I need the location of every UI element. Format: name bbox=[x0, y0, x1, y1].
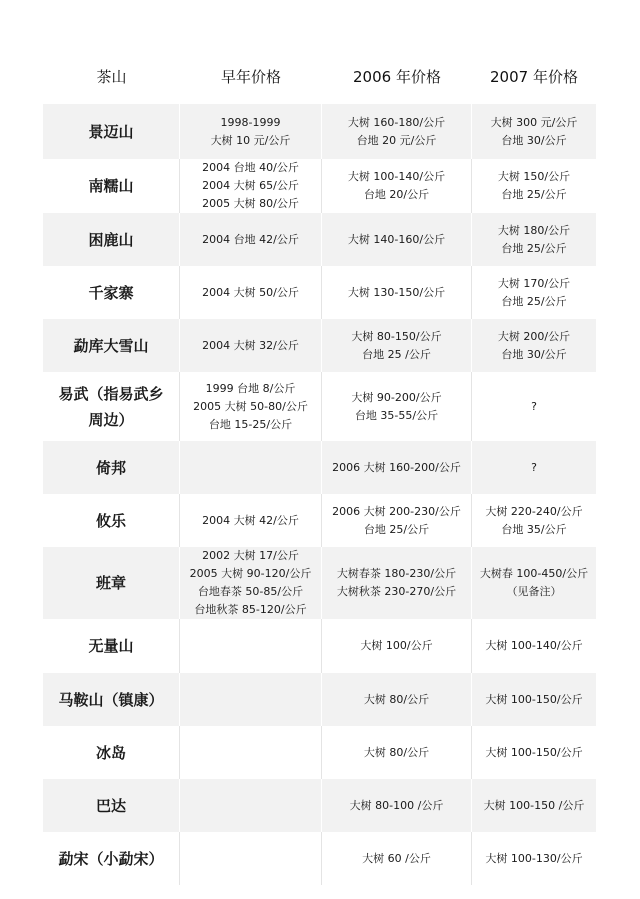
cell-line: 1998-1999 bbox=[220, 115, 281, 129]
cell-line: 台地 25/公斤 bbox=[501, 188, 567, 201]
table-row bbox=[43, 104, 596, 159]
cell-line: 1999 台地 8/公斤 bbox=[205, 381, 296, 395]
cell-line: 巴达 bbox=[95, 796, 126, 815]
price-2006-cell bbox=[322, 319, 472, 372]
cell-line: 台地 35-55/公斤 bbox=[354, 408, 439, 422]
cell-line: 千家寨 bbox=[88, 283, 134, 302]
price-2006-cell bbox=[322, 213, 472, 266]
cell-line: 台地 25/公斤 bbox=[363, 522, 430, 536]
price-2007-cell bbox=[472, 494, 596, 547]
cell-line: 2006 大树 200-230/公斤 bbox=[332, 504, 461, 518]
mountain-cell bbox=[43, 441, 180, 494]
cell-line: 大树 100-150 /公斤 bbox=[483, 798, 585, 812]
price-2006-cell bbox=[322, 266, 472, 319]
price-2007-cell bbox=[472, 547, 596, 619]
table-row bbox=[43, 779, 596, 832]
early-price-cell bbox=[180, 673, 322, 726]
cell-line: 倚邦 bbox=[95, 458, 126, 477]
mountain-cell bbox=[43, 213, 180, 266]
tea-price-table bbox=[43, 48, 596, 885]
early-price-cell bbox=[180, 319, 322, 372]
cell-line: 2004 大树 42/公斤 bbox=[202, 513, 299, 527]
table-row bbox=[43, 441, 596, 494]
price-2006-cell bbox=[322, 372, 472, 441]
mountain-cell bbox=[43, 619, 180, 673]
table-row bbox=[43, 159, 596, 213]
price-2006-cell bbox=[322, 619, 472, 673]
price-2006-cell bbox=[322, 779, 472, 832]
cell-line: 2006 大树 160-200/公斤 bbox=[332, 460, 461, 474]
mountain-cell bbox=[43, 726, 180, 779]
price-2006-cell bbox=[322, 441, 472, 494]
cell-line: 勐宋（小勐宋） bbox=[58, 849, 164, 868]
cell-line: 台地秋茶 85-120/公斤 bbox=[194, 603, 307, 616]
cell-line: 2004 大树 65/公斤 bbox=[202, 179, 299, 192]
price-2006-cell bbox=[322, 494, 472, 547]
cell-line: 大树 90-200/公斤 bbox=[351, 390, 442, 404]
cell-line: 2005 大树 90-120/公斤 bbox=[189, 567, 312, 580]
early-price-cell bbox=[180, 547, 322, 619]
cell-line: 2005 大树 50-80/公斤 bbox=[193, 399, 308, 413]
cell-line: 台地 20/公斤 bbox=[363, 188, 430, 201]
mountain-cell bbox=[43, 104, 180, 159]
price-2007-cell bbox=[472, 832, 596, 885]
cell-line: 易武（指易武乡 bbox=[58, 384, 164, 403]
mountain-cell bbox=[43, 319, 180, 372]
price-2007-cell bbox=[472, 213, 596, 266]
mountain-cell bbox=[43, 832, 180, 885]
price-2007-cell bbox=[472, 372, 596, 441]
cell-line: 台地 30/公斤 bbox=[501, 347, 567, 361]
cell-line: 周边） bbox=[88, 410, 134, 429]
cell-line: 困鹿山 bbox=[88, 230, 134, 249]
cell-line: 大树 10 元/公斤 bbox=[210, 133, 291, 147]
cell-line: 台地 30/公斤 bbox=[501, 133, 567, 147]
cell-line: 台地 35/公斤 bbox=[501, 522, 567, 536]
cell-line: 台地 25/公斤 bbox=[501, 241, 567, 255]
cell-line: 台地 20 元/公斤 bbox=[356, 133, 437, 147]
price-2007-cell bbox=[472, 319, 596, 372]
cell-line: 台地 25 /公斤 bbox=[362, 347, 431, 361]
price-2007-cell bbox=[472, 159, 596, 213]
header-row bbox=[43, 48, 596, 104]
cell-line: 大树春 100-450/公斤 bbox=[479, 567, 589, 580]
cell-line: 勐库大雪山 bbox=[73, 336, 149, 355]
table-row bbox=[43, 319, 596, 372]
header-mountain: 茶山 bbox=[43, 48, 180, 104]
price-2007-cell bbox=[472, 619, 596, 673]
cell-line: 大树 80/公斤 bbox=[363, 745, 430, 759]
cell-line: 大树 80/公斤 bbox=[363, 692, 430, 706]
price-2006-cell bbox=[322, 726, 472, 779]
cell-line: 大树 160-180/公斤 bbox=[347, 115, 446, 129]
table-row bbox=[43, 213, 596, 266]
price-2007-cell bbox=[472, 779, 596, 832]
cell-line: 大树 100-130/公斤 bbox=[485, 851, 583, 865]
cell-line: （见备注） bbox=[506, 585, 562, 598]
cell-line: 马鞍山（镇康） bbox=[58, 690, 164, 709]
header-2007-price: 2007 年价格 bbox=[472, 48, 596, 104]
cell-line: 大树 300 元/公斤 bbox=[490, 115, 578, 129]
cell-line: 台地 15-25/公斤 bbox=[208, 417, 293, 431]
cell-line: ? bbox=[531, 399, 537, 413]
cell-line: 大树 150/公斤 bbox=[497, 170, 571, 183]
early-price-cell bbox=[180, 726, 322, 779]
early-price-cell bbox=[180, 494, 322, 547]
early-price-cell bbox=[180, 441, 322, 494]
early-price-cell bbox=[180, 372, 322, 441]
mountain-cell bbox=[43, 494, 180, 547]
cell-line: 大树 60 /公斤 bbox=[362, 851, 431, 865]
cell-line: 台地春茶 50-85/公斤 bbox=[197, 585, 304, 598]
early-price-cell bbox=[180, 779, 322, 832]
cell-line: 班章 bbox=[95, 574, 126, 592]
header-2006-price: 2006 年价格 bbox=[322, 48, 472, 104]
cell-line: 大树 100-140/公斤 bbox=[485, 639, 583, 652]
header-early-price: 早年价格 bbox=[180, 48, 322, 104]
cell-line: 大树 170/公斤 bbox=[497, 276, 571, 290]
table-row bbox=[43, 494, 596, 547]
cell-line: 大树 100-140/公斤 bbox=[347, 170, 446, 183]
price-2007-cell bbox=[472, 266, 596, 319]
cell-line: 2004 台地 40/公斤 bbox=[202, 161, 299, 174]
early-price-cell bbox=[180, 266, 322, 319]
cell-line: 大树 80-150/公斤 bbox=[351, 329, 442, 343]
cell-line: 景迈山 bbox=[88, 122, 134, 141]
mountain-cell bbox=[43, 547, 180, 619]
cell-line: 大树 100/公斤 bbox=[360, 639, 433, 652]
mountain-cell bbox=[43, 266, 180, 319]
early-price-cell bbox=[180, 213, 322, 266]
table-row bbox=[43, 832, 596, 885]
table-row bbox=[43, 547, 596, 619]
price-2006-cell bbox=[322, 104, 472, 159]
price-2006-cell bbox=[322, 159, 472, 213]
price-2006-cell bbox=[322, 673, 472, 726]
table-row bbox=[43, 673, 596, 726]
cell-line: 无量山 bbox=[88, 637, 134, 655]
mountain-cell bbox=[43, 159, 180, 213]
cell-line: 台地 25/公斤 bbox=[501, 294, 567, 308]
cell-line: 2004 台地 42/公斤 bbox=[202, 232, 299, 246]
cell-line: 冰岛 bbox=[95, 743, 126, 762]
price-2007-cell bbox=[472, 104, 596, 159]
table-row bbox=[43, 619, 596, 673]
early-price-cell bbox=[180, 104, 322, 159]
table-row bbox=[43, 372, 596, 441]
cell-line: 大树春茶 180-230/公斤 bbox=[336, 567, 457, 580]
cell-line: 2004 大树 50/公斤 bbox=[202, 285, 299, 299]
cell-line: 大树 80-100 /公斤 bbox=[349, 798, 444, 812]
cell-line: 大树 140-160/公斤 bbox=[347, 232, 446, 246]
cell-line: 大树 180/公斤 bbox=[497, 223, 571, 237]
cell-line: 攸乐 bbox=[95, 511, 126, 530]
early-price-cell bbox=[180, 159, 322, 213]
table-row bbox=[43, 266, 596, 319]
table-row bbox=[43, 726, 596, 779]
cell-line: 大树 200/公斤 bbox=[497, 329, 571, 343]
cell-line: 2004 大树 32/公斤 bbox=[202, 338, 299, 352]
cell-line: ? bbox=[531, 460, 537, 474]
cell-line: 南糯山 bbox=[88, 177, 134, 195]
price-2007-cell bbox=[472, 673, 596, 726]
cell-line: 大树 100-150/公斤 bbox=[485, 745, 583, 759]
cell-line: 2005 大树 80/公斤 bbox=[202, 197, 299, 210]
cell-line: 大树 130-150/公斤 bbox=[347, 285, 446, 299]
cell-line: 大树秋茶 230-270/公斤 bbox=[336, 585, 457, 598]
early-price-cell bbox=[180, 619, 322, 673]
price-2006-cell bbox=[322, 547, 472, 619]
cell-line: 2002 大树 17/公斤 bbox=[202, 549, 299, 562]
mountain-cell bbox=[43, 673, 180, 726]
mountain-cell bbox=[43, 372, 180, 441]
cell-line: 大树 220-240/公斤 bbox=[485, 504, 583, 518]
price-2006-cell bbox=[322, 832, 472, 885]
cell-line: 大树 100-150/公斤 bbox=[485, 692, 583, 706]
price-2007-cell bbox=[472, 441, 596, 494]
table-body bbox=[43, 104, 596, 885]
early-price-cell bbox=[180, 832, 322, 885]
price-2007-cell bbox=[472, 726, 596, 779]
mountain-cell bbox=[43, 779, 180, 832]
